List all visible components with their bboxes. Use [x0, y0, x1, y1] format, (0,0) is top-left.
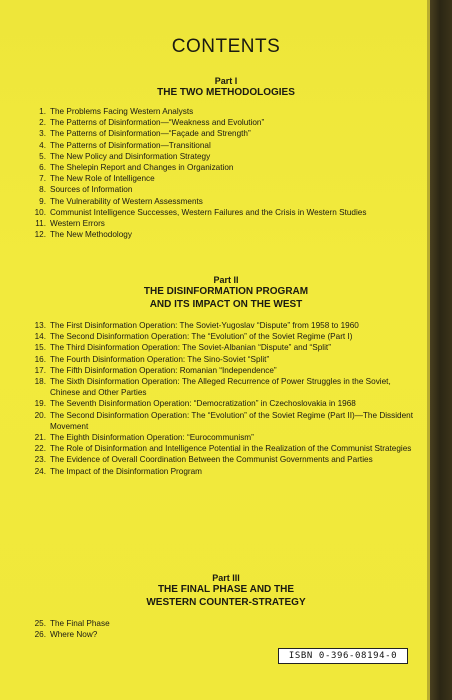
chapter-number: 25.	[34, 619, 46, 628]
chapter-title: The Patterns of Disinformation—“Weakness and Evolution”	[50, 118, 265, 128]
chapter-item	[26, 117, 418, 128]
part-3-heading	[0, 573, 452, 609]
chapter-title: The Second Disinformation Operation: The “Evolution” of the Soviet Regime (Part I)	[50, 332, 353, 342]
chapter-item	[26, 196, 418, 207]
chapter-title: The Second Disinformation Operation: The “Evolution” of the Soviet Regime (Part II)—The Dissident Movement	[50, 410, 413, 431]
chapter-item	[26, 629, 418, 640]
chapter-item	[26, 376, 418, 398]
chapter-number: 2.	[39, 118, 46, 128]
part-2-title-line-1: THE DISINFORMATION PROGRAM	[143, 286, 309, 297]
chapter-title: The Seventh Disinformation Operation: “Democratization” in Czechoslovakia in 1968	[50, 399, 356, 409]
chapter-item	[26, 342, 418, 353]
chapter-number: 12.	[34, 230, 46, 240]
chapter-number: 17.	[34, 365, 46, 375]
chapter-number: 16.	[34, 354, 46, 364]
chapter-item	[26, 106, 418, 117]
chapter-number: 19.	[34, 399, 46, 409]
chapter-item	[26, 151, 418, 162]
chapter-number: 13.	[34, 321, 46, 330]
chapter-item	[26, 331, 418, 342]
part-3-label: Part III	[212, 573, 240, 583]
chapter-item	[26, 618, 418, 629]
chapter-item	[26, 128, 418, 139]
chapter-item	[26, 365, 418, 376]
chapter-number: 6.	[39, 163, 46, 173]
chapter-item	[26, 443, 418, 454]
chapter-title: The Sixth Disinformation Operation: The Alleged Recurrence of Power Struggles in the Soviet, Chinese and Other Parties	[50, 377, 391, 398]
chapter-item	[26, 410, 418, 432]
chapter-number: 24.	[34, 466, 46, 476]
part-3-title-line-2: WESTERN COUNTER-STRATEGY	[146, 597, 306, 608]
chapter-title: The Fifth Disinformation Operation: Romanian “Independence”	[50, 365, 277, 375]
chapter-title: Communist Intelligence Successes, Western Failures and the Crisis in Western Studies	[50, 207, 367, 217]
chapter-number: 7.	[39, 174, 46, 184]
contents-title: CONTENTS	[171, 36, 281, 57]
chapter-title: The First Disinformation Operation: The Soviet-Yugoslav “Dispute” from 1958 to 1960	[50, 321, 359, 330]
part-2-title-line-2: AND ITS IMPACT ON THE WEST	[149, 299, 303, 310]
part-3-title-line-1: THE FINAL PHASE AND THE	[157, 584, 295, 595]
chapter-item	[26, 354, 418, 365]
chapter-title: Where Now?	[50, 630, 98, 640]
chapter-number: 22.	[34, 444, 46, 454]
chapter-title: The Patterns of Disinformation—Transitional	[50, 140, 211, 150]
chapter-number: 9.	[39, 196, 46, 206]
chapter-title: The Fourth Disinformation Operation: The Sino-Soviet “Split”	[50, 354, 270, 364]
chapter-title: The Patterns of Disinformation—“Façade and Strength”	[50, 129, 251, 139]
chapter-item	[26, 466, 418, 477]
chapter-number: 11.	[35, 219, 46, 229]
chapter-title: The Evidence of Overall Coordination Between the Communist Governments and Parties	[50, 455, 373, 465]
chapter-title: The New Policy and Disinformation Strategy	[50, 151, 211, 161]
chapter-item	[26, 229, 418, 240]
chapter-number: 4.	[39, 140, 46, 150]
chapter-item	[26, 320, 418, 331]
chapter-number: 3.	[39, 129, 46, 139]
chapter-item	[26, 162, 418, 173]
chapter-item	[26, 184, 418, 195]
part-2-chapter-list	[26, 320, 418, 477]
chapter-title: Sources of Information	[50, 185, 133, 195]
chapter-number: 14.	[34, 332, 46, 342]
chapter-item	[26, 218, 418, 229]
chapter-number: 18.	[34, 377, 46, 387]
part-1-chapter-list	[26, 106, 418, 240]
chapter-number: 8.	[39, 185, 46, 195]
part-1-heading	[0, 76, 452, 99]
chapter-title: The Problems Facing Western Analysts	[50, 107, 194, 116]
chapter-title: The Role of Disinformation and Intelligence Potential in the Realization of the Communist Strategies	[50, 444, 412, 454]
chapter-title: The Vulnerability of Western Assessments	[50, 196, 203, 206]
part-1-label: Part I	[214, 76, 238, 86]
chapter-item	[26, 398, 418, 409]
chapter-number: 15.	[34, 343, 46, 353]
chapter-number: 26.	[34, 630, 46, 640]
isbn-label: ISBN 0-396-08194-0	[278, 648, 408, 664]
chapter-title: Western Errors	[50, 219, 105, 229]
chapter-number: 23.	[34, 455, 46, 465]
chapter-number: 21.	[34, 433, 46, 443]
part-2-label: Part II	[213, 275, 239, 285]
chapter-item	[26, 173, 418, 184]
chapter-item	[26, 207, 418, 218]
chapter-number: 20.	[34, 410, 46, 420]
chapter-title: The New Methodology	[50, 230, 132, 240]
part-1-title: THE TWO METHODOLOGIES	[157, 87, 295, 98]
chapter-number: 5.	[39, 151, 46, 161]
chapter-number: 1.	[39, 107, 46, 116]
chapter-title: The Impact of the Disinformation Program	[50, 466, 202, 476]
part-3-chapter-list	[26, 618, 418, 640]
chapter-title: The Third Disinformation Operation: The Soviet-Albanian “Dispute” and “Split”	[50, 343, 331, 353]
chapter-number: 10.	[34, 207, 46, 217]
chapter-title: The New Role of Intelligence	[50, 174, 155, 184]
chapter-item	[26, 454, 418, 465]
part-2-heading	[0, 275, 452, 311]
chapter-title: The Shelepin Report and Changes in Organization	[50, 163, 234, 173]
chapter-item	[26, 140, 418, 151]
chapter-title: The Final Phase	[50, 619, 110, 628]
chapter-title: The Eighth Disinformation Operation: “Eurocommunism”	[50, 433, 254, 443]
chapter-item	[26, 432, 418, 443]
